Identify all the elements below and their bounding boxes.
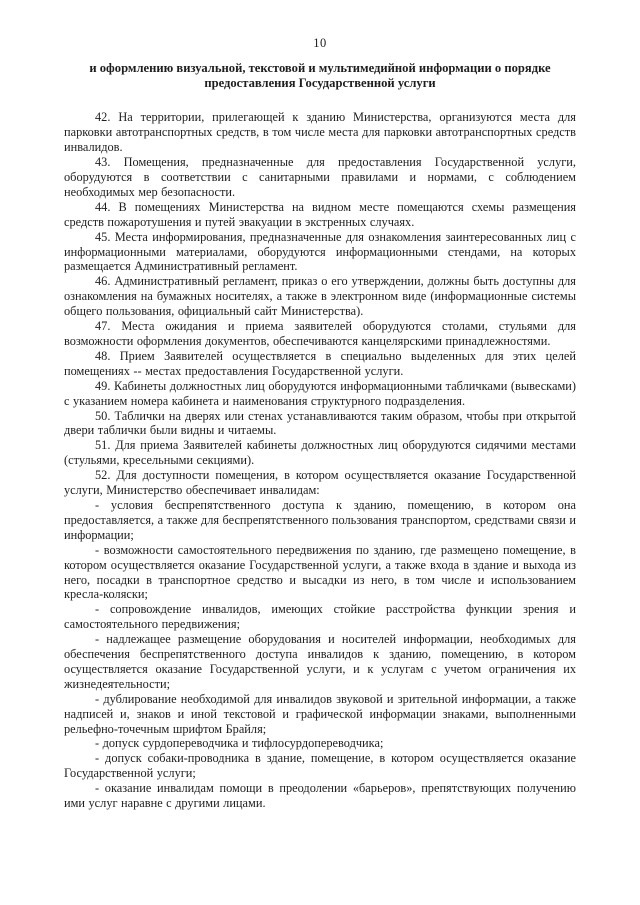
list-item-movement: - возможности самостоятельного передвижения по зданию, где размещено помещение, в котором осуществляется оказание Государственной услуги, а также входа в здание и выхода из него, посадки в транспортное средство и высадки из него, в том числе и использованием кресла-коляски; xyxy=(64,542,576,602)
paragraph-51: 51. Для приема Заявителей кабинеты должностных лиц оборудуются сидячими местами (стульями, кресельными секциями). xyxy=(64,438,576,468)
list-item-interpreter: - допуск сурдопереводчика и тифлосурдопереводчика; xyxy=(95,736,384,751)
list-item-barriers: - оказание инвалидам помощи в преодолении «барьеров», препятствующих получению ими услуг наравне с другими лицами. xyxy=(64,781,576,811)
paragraph-49: 49. Кабинеты должностных лиц оборудуются информационными табличками (вывесками) с указанием номера кабинета и наименования структурного подразделения. xyxy=(64,378,576,408)
paragraph-48: 48. Прием Заявителей осуществляется в специально выделенных для этих целей помещениях -- местах предоставления Государственной услуги. xyxy=(64,348,576,378)
paragraph-50: 50. Таблички на дверях или стенах устанавливаются таким образом, чтобы при открытой двери таблички были видны и читаемы. xyxy=(64,408,576,438)
page-content xyxy=(64,36,576,811)
page-number: 10 xyxy=(313,36,327,50)
paragraph-47: 47. Места ожидания и приема заявителей оборудуются столами, стульями для возможности оформления документов, обеспечиваются канцелярскими принадлежностями. xyxy=(64,319,576,348)
document-heading: и оформлению визуальной, текстовой и мультимедийной информации о порядке предоставления Государственной услуги xyxy=(89,61,551,91)
list-item-guide-dog: - допуск собаки-проводника в здание, помещение, в котором осуществляется оказание Государственной услуги; xyxy=(64,751,576,781)
paragraph-45: 45. Места информирования, предназначенные для ознакомления заинтересованных лиц с информационными материалами, оборудуются информационными стендами, на которых размещается Административный регламент. xyxy=(64,229,576,274)
paragraph-43: 43. Помещения, предназначенные для предоставления Государственной услуги, оборудуются в соответствии с санитарными правилами и нормами, с соблюдением необходимых мер безопасности. xyxy=(64,155,576,199)
paragraph-46: 46. Административный регламент, приказ о его утверждении, должны быть доступны для ознакомления на бумажных носителях, а также в электронном виде (информационные системы общего пользования, официальный сайт Министерства). xyxy=(64,274,576,319)
paragraph-42: 42. На территории, прилегающей к зданию Министерства, организуются места для парковки автотранспортных средств, в том числе места для парковки автотранспортных средств инвалидов. xyxy=(64,110,576,155)
list-item-escort: - сопровождение инвалидов, имеющих стойкие расстройства функции зрения и самостоятельного передвижения; xyxy=(64,602,576,632)
paragraph-44: 44. В помещениях Министерства на видном месте помещаются схемы размещения средств пожаротушения и путей эвакуации в экстренных случаях. xyxy=(64,199,576,229)
list-item-equipment: - надлежащее размещение оборудования и носителей информации, необходимых для обеспечения беспрепятственного доступа инвалидов к зданию, помещению, в котором осуществляется оказание Государственной услуги, и к услугам с учетом ограничения их жизнедеятельности; xyxy=(64,632,576,691)
paragraph-52: 52. Для доступности помещения, в котором осуществляется оказание Государственной услуги, Министерство обеспечивает инвалидам: xyxy=(64,468,576,498)
list-item-access: - условия беспрепятственного доступа к зданию, помещению, в котором она предоставляется, а также для беспрепятственного пользования транспортом, средствами связи и информации; xyxy=(64,497,576,542)
document-body xyxy=(64,110,576,811)
list-item-braille: - дублирование необходимой для инвалидов звуковой и зрительной информации, а также надписей и, знаков и иной текстовой и графической информации знаками, выполненными рельефно-точечным шрифтом Брайля; xyxy=(64,691,576,736)
